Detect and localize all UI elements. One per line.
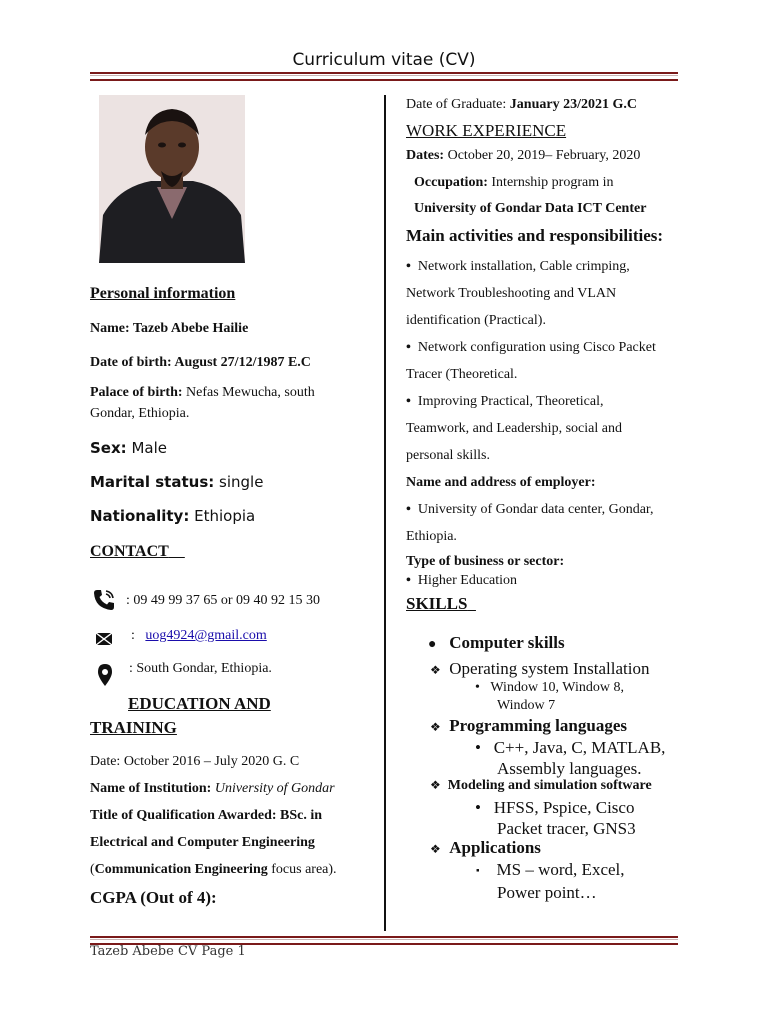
email-icon [95, 630, 117, 652]
applications-list: ▪ MS – word, Excel, Power point… [476, 860, 625, 902]
contact-heading: CONTACT [90, 543, 169, 560]
personal-info-heading: Personal information [90, 285, 236, 302]
education-heading-line1: EDUCATION AND [128, 694, 271, 713]
occupation-org: University of Gondar Data ICT Center [414, 201, 647, 216]
institution-row: Name of Institution: University of Gondar [90, 781, 335, 796]
location-pin-icon [96, 663, 118, 685]
nationality-row: Nationality: Ethiopia [90, 507, 256, 525]
modeling-list: • HFSS, Pspice, Cisco Packet tracer, GNS3 [475, 798, 636, 838]
modeling-item: ❖ Modeling and simulation software [430, 778, 652, 793]
graduation-date: Date of Graduate: January 23/2021 G.C [406, 97, 637, 112]
education-heading-line2: TRAINING [90, 718, 177, 737]
header-rule [90, 72, 678, 81]
main-activities-heading: Main activities and responsibilities: [406, 226, 664, 245]
sector-heading: Type of business or sector: [406, 554, 565, 569]
phone-icon [92, 588, 114, 610]
dob-row: Date of birth: August 27/12/1987 E.C [90, 355, 311, 370]
skills-heading: SKILLS [406, 594, 468, 613]
programming-list: • C++, Java, C, MATLAB, Assembly languages. [475, 738, 666, 778]
qualification-row: Title of Qualification Awarded: BSc. in [90, 808, 323, 823]
pob-row: Palace of birth: Nefas Mewucha, south Gondar, Ethiopia. [90, 385, 315, 421]
computer-skills-item: ● Computer skills [428, 633, 565, 652]
marital-row: Marital status: single [90, 473, 264, 491]
footer-text: Tazeb Abebe CV Page 1 [90, 944, 246, 959]
email-row: : uog4924@gmail.com [131, 628, 267, 643]
sector-value: • Higher Education [406, 568, 517, 594]
employer-heading: Name and address of employer: [406, 475, 596, 490]
os-list: • Window 10, Window 8, Window 7 [475, 680, 624, 713]
column-divider [384, 95, 386, 931]
focus-area: (Communication Engineering focus area). [90, 862, 337, 877]
os-install-item: ❖ Operating system Installation [430, 659, 650, 678]
profile-photo [99, 95, 245, 263]
activity-item: • Network installation, Cable crimping, Network Troubleshooting and VLAN identification (Practical). • Network configuration using Cisco Packet Tracer (Theoretical. • Improving Practical, Theoretical, Teamwork, and Leadership, social and personal skills. Name and address of employer: • University of Gondar data center, Gondar, Ethiopia. [406, 253, 656, 550]
work-dates: Dates: October 20, 2019– February, 2020 [406, 148, 641, 163]
programming-item: ❖ Programming languages [430, 716, 627, 735]
address: : South Gondar, Ethiopia. [129, 661, 272, 676]
cgpa-label: CGPA (Out of 4): [90, 888, 217, 907]
phone-number: : 09 49 99 37 65 or 09 40 92 15 30 [126, 593, 321, 608]
email-link[interactable]: uog4924@gmail.com [145, 628, 267, 643]
qualification-field: Electrical and Computer Engineering [90, 835, 315, 850]
applications-item: ❖ Applications [430, 838, 541, 857]
document-title: Curriculum vitae (CV) [292, 50, 476, 70]
education-date: Date: October 2016 – July 2020 G. C [90, 754, 300, 769]
occupation: Occupation: Internship program in [414, 175, 614, 190]
sex-row: Sex: Male [90, 439, 167, 457]
work-experience-heading: WORK EXPERIENCE [406, 121, 567, 140]
name-row: Name: Tazeb Abebe Hailie [90, 321, 249, 336]
